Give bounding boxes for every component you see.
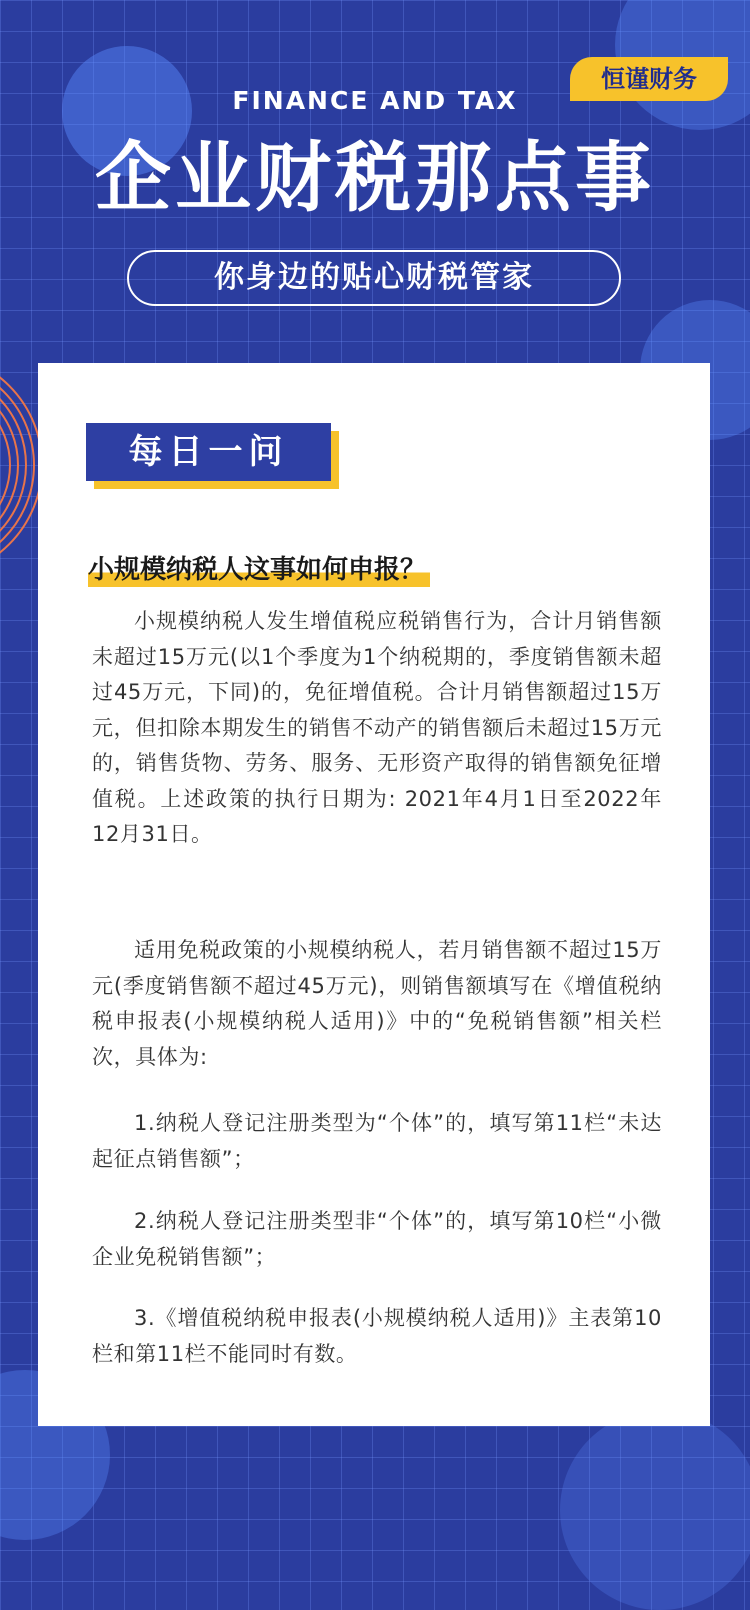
slogan-pill: 你身边的贴心财税管家 xyxy=(127,250,621,306)
subtitle-en: FINANCE AND TAX xyxy=(232,86,518,115)
paragraph: 小规模纳税人发生增值税应税销售行为，合计月销售额未超过15万元(以1个季度为1个纳税期的，季度销售额未超过45万元，下同)的，免征增值税。合计月销售额超过15万元，但扣除本期发生的销售不动产的销售额后未超过15万元的，销售货物、劳务、服务、无形资产取得的销售额免征增值税。上述政策的执行日期为: 2021年4月1日至2022年12月31日。 xyxy=(92,609,662,846)
question-heading: 小规模纳税人这事如何申报？ xyxy=(88,553,430,587)
content-card xyxy=(38,363,710,1426)
paragraph: 适用免税政策的小规模纳税人，若月销售额不超过15万元(季度销售额不超过45万元)，则销售额填写在《增值税纳税申报表(小规模纳税人适用)》中的“免税销售额”相关栏次，具体为: xyxy=(92,938,662,1069)
brand-tag: 恒谨财务 xyxy=(570,57,728,101)
list-item: 2.纳税人登记注册类型非“个体”的，填写第10栏“小微企业免税销售额”； xyxy=(92,1209,662,1269)
section-badge: 每日一问 xyxy=(86,423,331,481)
list-item: 3.《增值税纳税申报表(小规模纳税人适用)》主表第10栏和第11栏不能同时有数。 xyxy=(92,1306,662,1366)
list-item: 1.纳税人登记注册类型为“个体”的，填写第11栏“未达起征点销售额”； xyxy=(92,1111,662,1171)
decor-circle xyxy=(560,1410,750,1610)
page-title: 企业财税那点事 xyxy=(95,133,655,222)
